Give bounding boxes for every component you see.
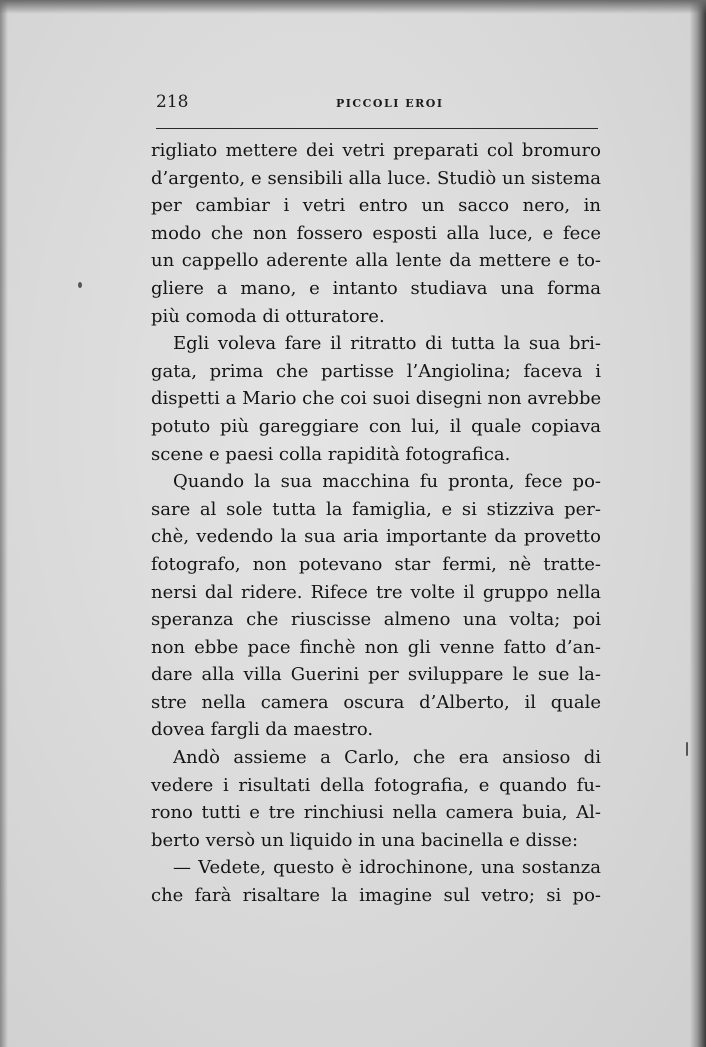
- text-line: rono tutti e tre rinchiusi nella camera buia, Al-: [151, 802, 601, 824]
- text-line: vedere i risultati della fotografia, e quando fu-: [151, 774, 601, 796]
- paragraph: [151, 744, 601, 854]
- text-line: che farà risaltare la imagine sul vetro; si po-: [151, 885, 601, 907]
- text-line: gata, prima che partisse l’Angiolina; faceva i: [151, 360, 601, 382]
- left-page-edge: [0, 0, 8, 1047]
- text-line: non ebbe pace finchè non gli venne fatto d’an-: [151, 636, 601, 658]
- text-line: rigliato mettere dei vetri preparati col bromuro: [151, 140, 601, 161]
- text-line: un cappello aderente alla lente da mettere e to-: [151, 250, 601, 272]
- header-rule: [156, 128, 598, 129]
- ink-speck: [686, 742, 688, 756]
- paragraph: [151, 137, 601, 330]
- text-line: Egli voleva fare il ritratto di tutta la sua bri-: [173, 333, 601, 355]
- text-line: per cambiar i vetri entro un sacco nero, in: [151, 195, 601, 217]
- page-header: [156, 92, 598, 116]
- top-scan-shadow: [0, 0, 706, 14]
- text-line: Andò assieme a Carlo, che era ansioso di: [173, 747, 601, 769]
- text-line: modo che non fossero esposti alla luce, e fece: [151, 222, 601, 244]
- text-line: più comoda di otturatore.: [151, 305, 385, 327]
- text-line: dare alla villa Guerini per sviluppare le sue la-: [151, 664, 601, 686]
- text-line: sare al sole tutta la famiglia, e si stizziva per-: [151, 498, 601, 520]
- text-line: Quando la sua macchina fu pronta, fece po-: [173, 471, 601, 493]
- text-line: potuto più gareggiare con lui, il quale copiava: [151, 415, 601, 437]
- paragraph: [151, 468, 601, 744]
- paragraph: [151, 330, 601, 468]
- ink-speck: [78, 282, 82, 288]
- text-line: dovea fargli da maestro.: [151, 719, 374, 741]
- text-line: speranza che riuscisse almeno una volta; poi: [151, 609, 601, 631]
- text-line: scene e paesi colla rapidità fotografica.: [151, 443, 511, 465]
- text-line: stre nella camera oscura d’Alberto, il quale: [151, 691, 601, 713]
- text-line: d’argento, e sensibili alla luce. Studiò un sistema: [151, 167, 601, 189]
- text-line: berto versò un liquido in una bacinella e disse:: [151, 829, 579, 851]
- text-line: chè, vedendo la sua aria importante da provetto: [151, 526, 601, 548]
- paragraph: [151, 854, 601, 909]
- text-line: nersi dal ridere. Rifece tre volte il gruppo nella: [151, 581, 601, 603]
- text-line: — Vedete, questo è idrochinone, una sostanza: [173, 857, 601, 879]
- page-number: 218: [156, 92, 189, 112]
- running-head: PICCOLI EROI: [336, 97, 444, 110]
- text-line: dispetti a Mario che coi suoi disegni non avrebbe: [151, 388, 602, 410]
- body-text: [151, 137, 601, 910]
- book-gutter-edge: [690, 0, 706, 1047]
- text-line: gliere a mano, e intanto studiava una forma: [151, 277, 601, 299]
- text-line: fotografo, non potevano star fermi, nè tratte-: [151, 553, 601, 575]
